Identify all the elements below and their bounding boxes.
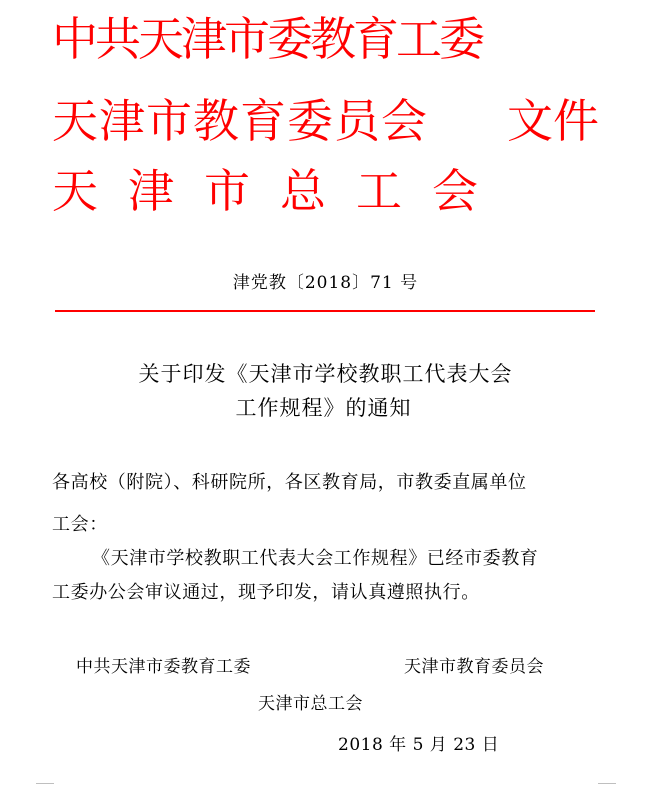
issuer-line-3: 天津市总工会: [52, 164, 508, 218]
red-divider: [55, 310, 595, 312]
title-line-1: 关于印发《天津市学校教职工代表大会: [138, 362, 513, 386]
document-number: 津党教〔2018〕71 号: [232, 273, 419, 293]
body-paragraph-line-1: 《天津市学校教职工代表大会工作规程》已经市委教育: [92, 548, 539, 569]
document-date: 2018 年 5 月 23 日: [338, 735, 500, 755]
title-line-2: 工作规程》的通知: [235, 396, 412, 420]
addressee-line-2: 工会：: [52, 514, 108, 535]
body-paragraph-line-2: 工委办公会审议通过，现予印发，请认真遵照执行。: [52, 582, 480, 603]
signature-right: 天津市教育委员会: [404, 657, 544, 677]
issuer-line-1: 中共天津市委教育工委: [52, 12, 482, 66]
page-corner-mark-left: [36, 783, 54, 784]
issuer-line-2: 天津市教育委员会: [52, 94, 428, 148]
document-suffix: 文件: [507, 94, 599, 148]
signature-left: 中共天津市委教育工委: [76, 657, 251, 677]
addressee-line-1: 各高校（附院）、科研院所，各区教育局，市教委直属单位: [52, 472, 527, 493]
signature-center: 天津市总工会: [258, 694, 363, 714]
page-corner-mark-right: [598, 783, 616, 784]
